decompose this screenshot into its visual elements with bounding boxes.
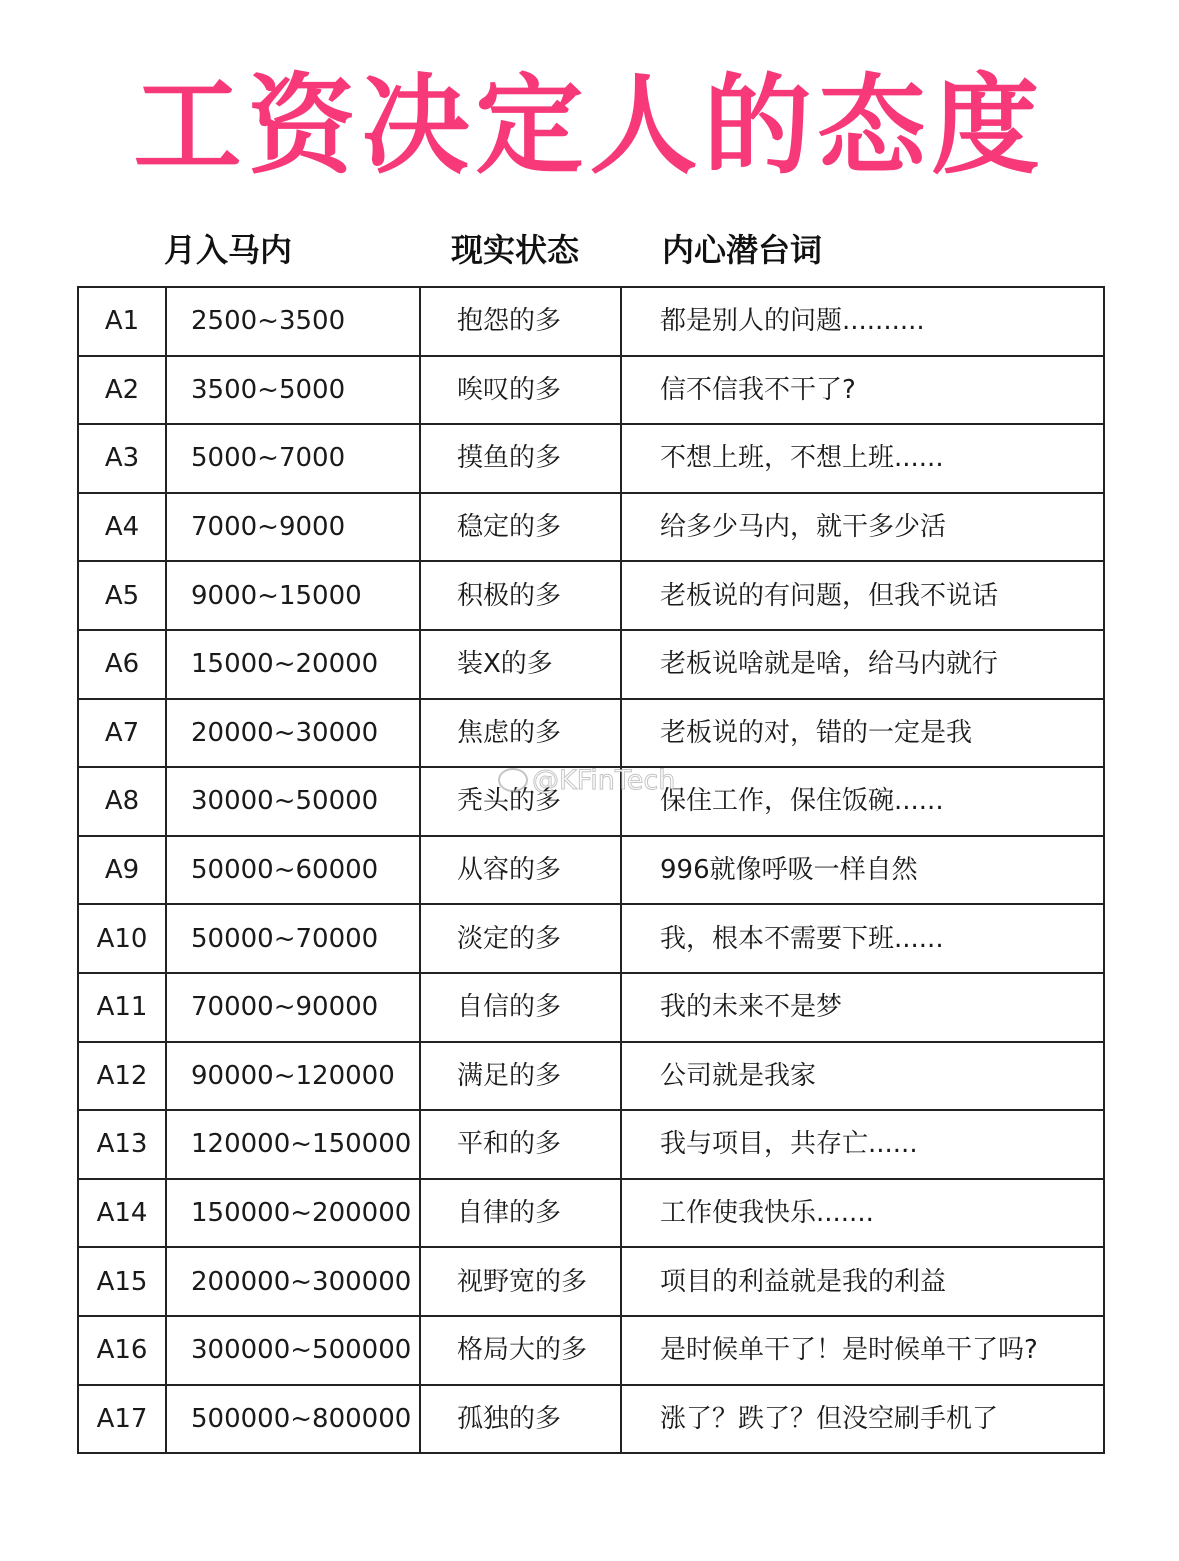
income-range-cell: 300000~500000: [166, 1316, 420, 1385]
income-range-cell: 20000~30000: [166, 699, 420, 768]
level-cell: A10: [78, 904, 166, 973]
table-row: [78, 1247, 1104, 1316]
level-cell: A11: [78, 973, 166, 1042]
weibo-icon: [498, 768, 528, 792]
level-cell: A8: [78, 767, 166, 836]
state-cell: 秃头的多: [420, 767, 621, 836]
state-cell: 装X的多: [420, 630, 621, 699]
level-cell: A3: [78, 424, 166, 493]
table-row: [78, 904, 1104, 973]
watermark: [498, 764, 675, 798]
income-range-cell: 5000~7000: [166, 424, 420, 493]
income-range-cell: 30000~50000: [166, 767, 420, 836]
state-cell: 平和的多: [420, 1110, 621, 1179]
watermark-text: @KFinTech: [532, 765, 676, 796]
state-cell: 格局大的多: [420, 1316, 621, 1385]
table-row: [78, 424, 1104, 493]
state-cell: 视野宽的多: [420, 1247, 621, 1316]
inner-voice-cell: 我的未来不是梦: [621, 973, 1104, 1042]
income-range-cell: 50000~60000: [166, 836, 420, 905]
table-row: [78, 1179, 1104, 1248]
state-cell: 自信的多: [420, 973, 621, 1042]
income-range-cell: 2500~3500: [166, 287, 420, 356]
state-cell: 自律的多: [420, 1179, 621, 1248]
level-cell: A7: [78, 699, 166, 768]
table-row: [78, 287, 1104, 356]
level-cell: A4: [78, 493, 166, 562]
level-cell: A1: [78, 287, 166, 356]
inner-voice-cell: 工作使我快乐.......: [621, 1179, 1104, 1248]
inner-voice-cell: 是时候单干了！是时候单干了吗?: [621, 1316, 1104, 1385]
level-cell: A9: [78, 836, 166, 905]
income-range-cell: 70000~90000: [166, 973, 420, 1042]
inner-voice-cell: 公司就是我家: [621, 1042, 1104, 1111]
table-row: [78, 699, 1104, 768]
state-cell: 从容的多: [420, 836, 621, 905]
income-range-cell: 150000~200000: [166, 1179, 420, 1248]
state-cell: 积极的多: [420, 561, 621, 630]
inner-voice-cell: 老板说的有问题，但我不说话: [621, 561, 1104, 630]
income-range-cell: 500000~800000: [166, 1385, 420, 1454]
inner-voice-cell: 涨了？跌了？但没空刷手机了: [621, 1385, 1104, 1454]
table-row: [78, 1042, 1104, 1111]
income-range-cell: 200000~300000: [166, 1247, 420, 1316]
inner-voice-cell: 我与项目，共存亡......: [621, 1110, 1104, 1179]
level-cell: A17: [78, 1385, 166, 1454]
inner-voice-cell: 不想上班，不想上班......: [621, 424, 1104, 493]
level-cell: A2: [78, 356, 166, 425]
state-cell: 摸鱼的多: [420, 424, 621, 493]
inner-voice-cell: 老板说啥就是啥，给马内就行: [621, 630, 1104, 699]
income-range-cell: 15000~20000: [166, 630, 420, 699]
state-cell: 稳定的多: [420, 493, 621, 562]
level-cell: A15: [78, 1247, 166, 1316]
level-cell: A6: [78, 630, 166, 699]
state-cell: 焦虑的多: [420, 699, 621, 768]
table-row: [78, 493, 1104, 562]
table-row: [78, 1385, 1104, 1454]
column-headers: [0, 222, 1179, 282]
table-row: [78, 1110, 1104, 1179]
inner-voice-cell: 老板说的对，错的一定是我: [621, 699, 1104, 768]
state-cell: 满足的多: [420, 1042, 621, 1111]
income-range-cell: 90000~120000: [166, 1042, 420, 1111]
header-state: 现实状态: [451, 231, 580, 269]
income-range-cell: 9000~15000: [166, 561, 420, 630]
table-row: [78, 1316, 1104, 1385]
level-cell: A14: [78, 1179, 166, 1248]
income-range-cell: 7000~9000: [166, 493, 420, 562]
income-range-cell: 50000~70000: [166, 904, 420, 973]
inner-voice-cell: 信不信我不干了?: [621, 356, 1104, 425]
header-inner-voice: 内心潜台词: [662, 231, 823, 269]
table-row: [78, 561, 1104, 630]
level-cell: A13: [78, 1110, 166, 1179]
table-row: [78, 356, 1104, 425]
income-range-cell: 3500~5000: [166, 356, 420, 425]
table-row: [78, 630, 1104, 699]
table-row: [78, 836, 1104, 905]
inner-voice-cell: 保住工作，保住饭碗......: [621, 767, 1104, 836]
state-cell: 淡定的多: [420, 904, 621, 973]
inner-voice-cell: 996就像呼吸一样自然: [621, 836, 1104, 905]
salary-table: [77, 286, 1105, 1454]
level-cell: A16: [78, 1316, 166, 1385]
table-row: [78, 973, 1104, 1042]
page-title: 工资决定人的态度: [133, 64, 1046, 189]
inner-voice-cell: 给多少马内，就干多少活: [621, 493, 1104, 562]
income-range-cell: 120000~150000: [166, 1110, 420, 1179]
salary-table-body: [78, 287, 1104, 1453]
state-cell: 唉叹的多: [420, 356, 621, 425]
state-cell: 孤独的多: [420, 1385, 621, 1454]
inner-voice-cell: 我，根本不需要下班......: [621, 904, 1104, 973]
level-cell: A5: [78, 561, 166, 630]
inner-voice-cell: 都是别人的问题..........: [621, 287, 1104, 356]
level-cell: A12: [78, 1042, 166, 1111]
state-cell: 抱怨的多: [420, 287, 621, 356]
header-income: 月入马内: [164, 231, 293, 269]
inner-voice-cell: 项目的利益就是我的利益: [621, 1247, 1104, 1316]
